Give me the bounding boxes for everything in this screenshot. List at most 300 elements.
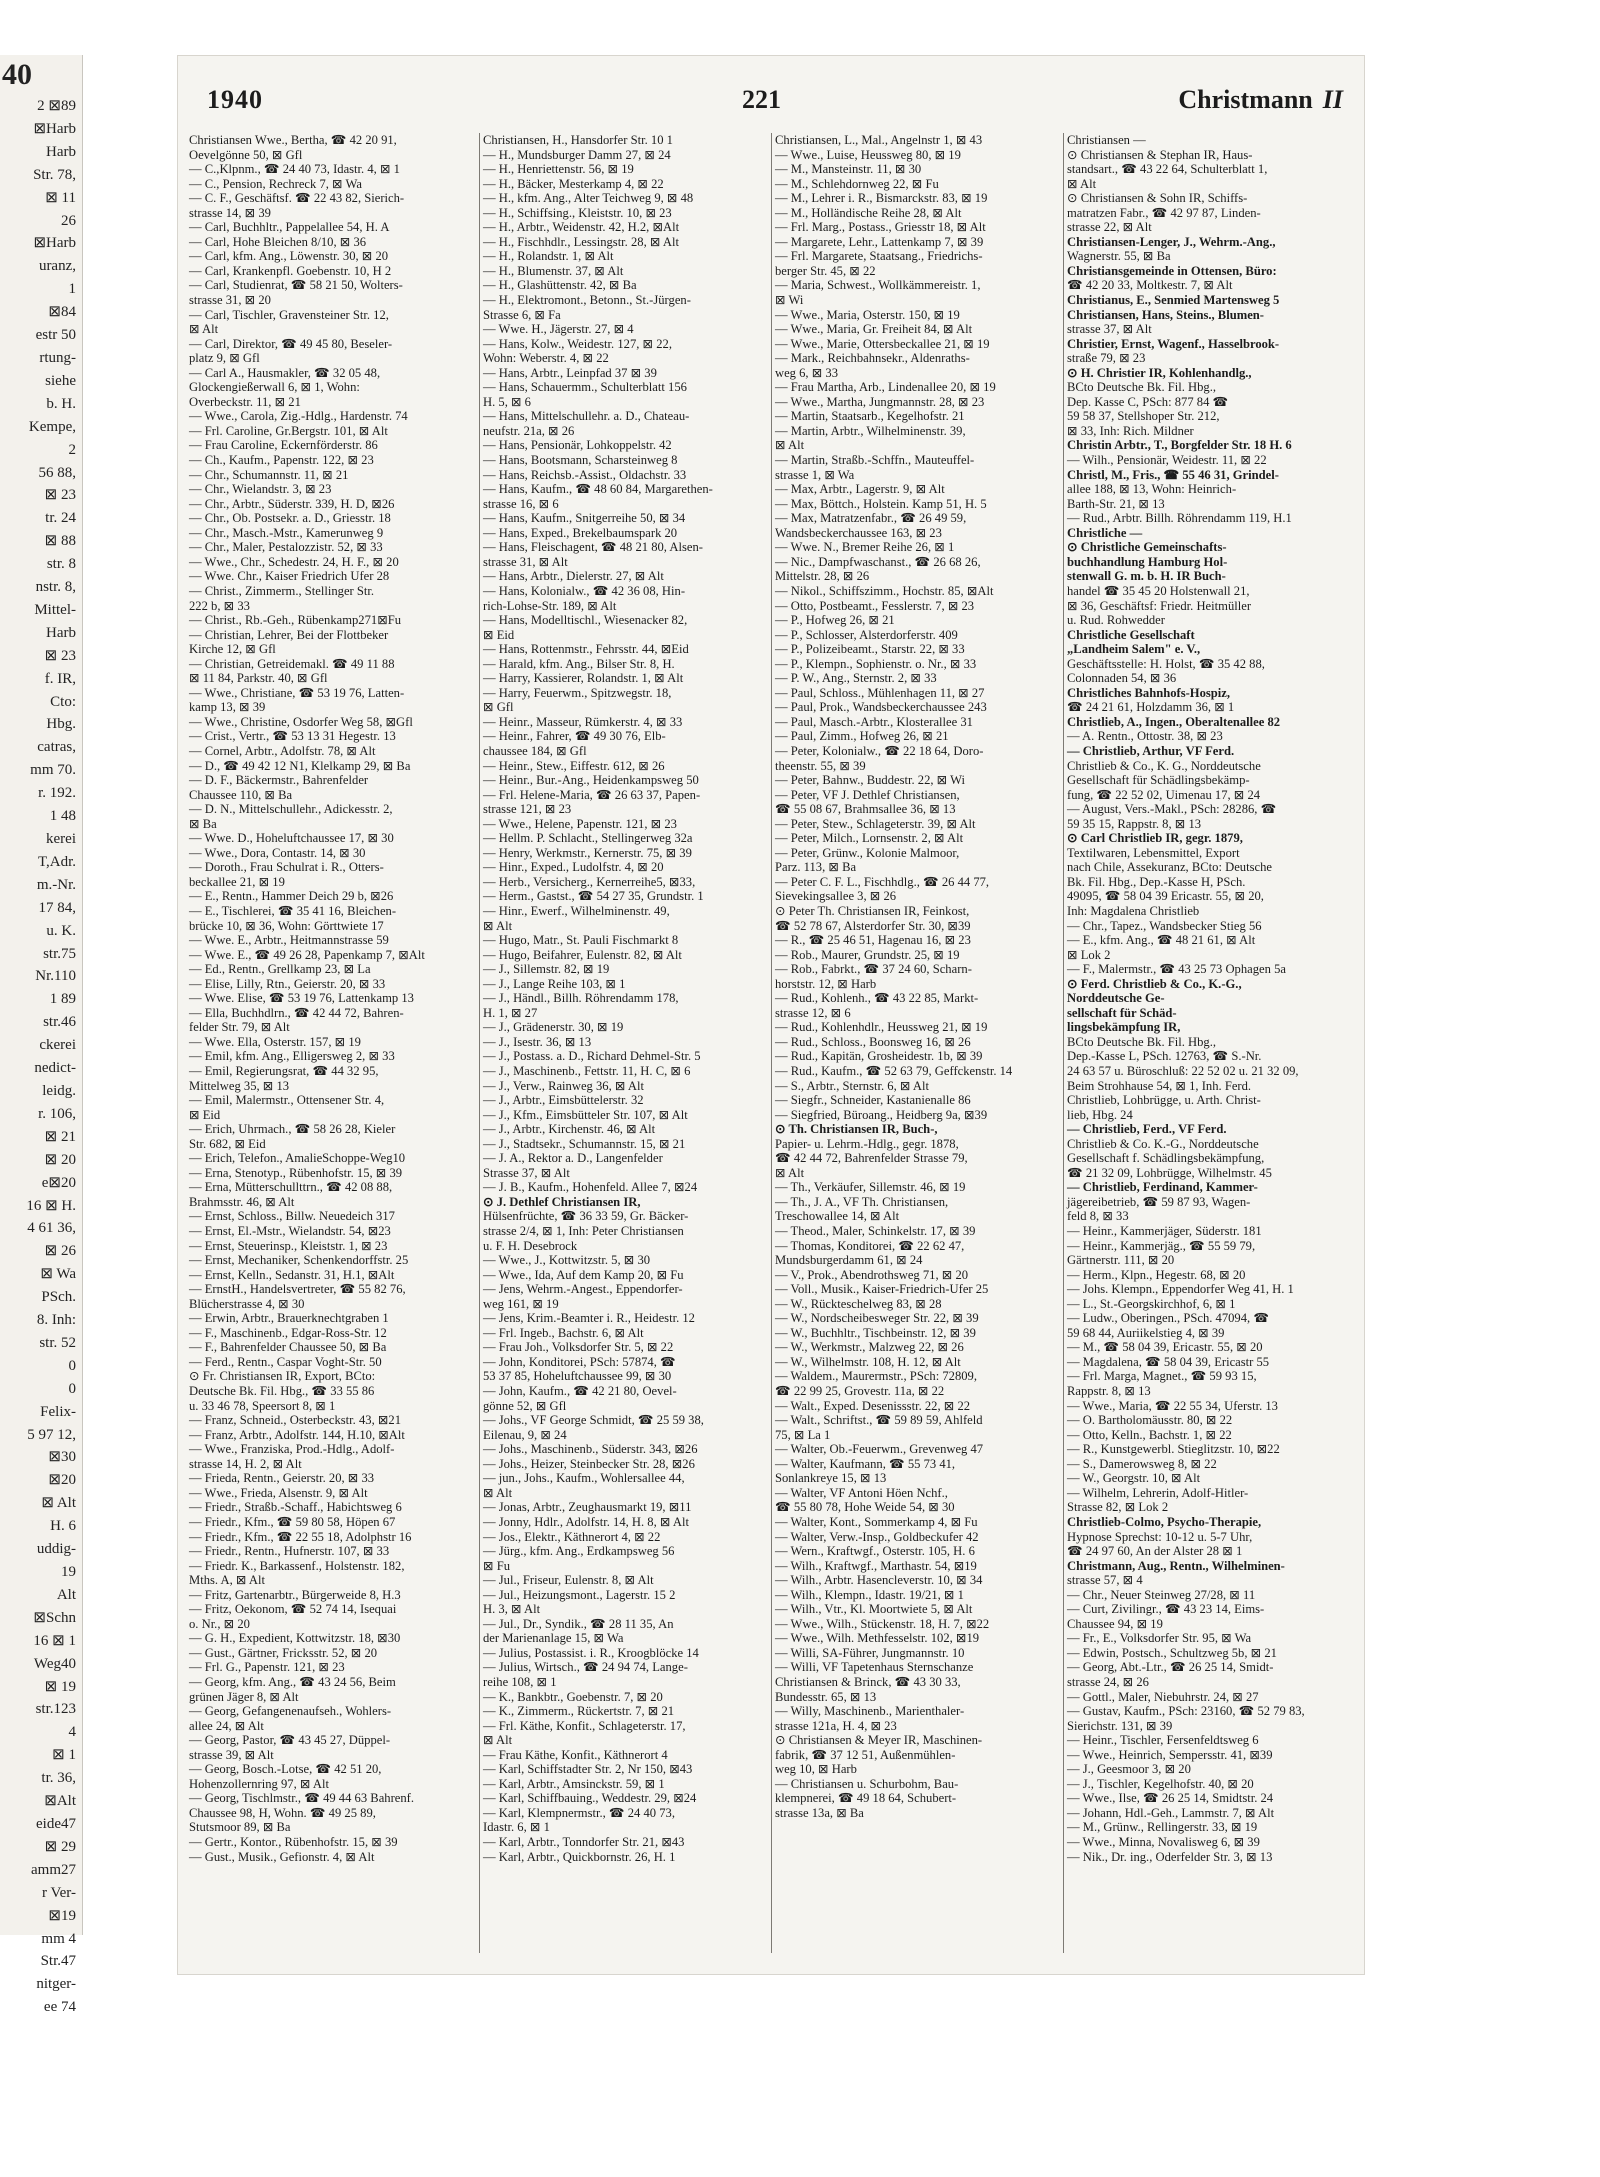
directory-entry-line: — Friedr., Straßb.-Schaff., Habichtsweg 6 [189, 1500, 402, 1515]
directory-entry-line: — Erwin, Arbtr., Brauerknechtgraben 1 [189, 1311, 389, 1326]
fragment-line: 5 97 12, [27, 1426, 76, 1443]
directory-entry-line: ⊠ 33, Inh: Rich. Mildner [1067, 423, 1194, 438]
directory-entry-line: — Walter, Ob.-Feuerwm., Grevenweg 47 [775, 1442, 984, 1457]
directory-entry-line: — D., ☎ 49 42 12 N1, Klelkamp 29, ⊠ Ba [189, 758, 411, 773]
directory-entry-line: — Voll., Musik., Kaiser-Friedrich-Ufer 25 [775, 1282, 989, 1297]
directory-entry-line: — Wwe. E., ☎ 49 26 28, Papenkamp 7, ⊠Alt [189, 947, 425, 962]
fragment-line: 2 ⊠89 [37, 98, 76, 114]
fragment-line: ⊠Harb [33, 235, 76, 252]
directory-entry-line: beckallee 21, ⊠ 19 [189, 874, 285, 889]
directory-entry-line: klempnerei, ☎ 49 18 64, Schubert- [775, 1791, 957, 1806]
directory-entry-line: weg 6, ⊠ 33 [775, 365, 839, 380]
directory-entry-line: — M., Grünw., Rellingerstr. 33, ⊠ 19 [1067, 1820, 1258, 1835]
directory-entry-line: — A. Rentn., Ottostr. 38, ⊠ 23 [1067, 729, 1223, 744]
directory-entry-line: lieb, Hbg. 24 [1067, 1107, 1133, 1122]
directory-entry-line: Treschowallee 14, ⊠ Alt [775, 1209, 900, 1224]
directory-entry-line: H. 3, ⊠ Alt [483, 1602, 541, 1617]
directory-entry-line: — Walter, Kont., Sommerkamp 4, ⊠ Fu [775, 1514, 978, 1529]
directory-entry-line: — J., Arbtr., Eimsbüttelerstr. 32 [483, 1093, 644, 1108]
directory-entry-line: — Harald, kfm. Ang., Bilser Str. 8, H. [483, 656, 675, 671]
directory-entry-line: — Wilhelm, Lehrerin, Adolf-Hitler- [1067, 1485, 1249, 1500]
directory-entry-line: — Hugo, Matr., St. Pauli Fischmarkt 8 [483, 933, 679, 948]
directory-entry-line: — Georg, Tischlmstr., ☎ 49 44 63 Bahrenf. [189, 1791, 415, 1806]
fragment-line: r Ver- [42, 1884, 76, 1901]
directory-entry-line: — Wwe., Marie, Ottersbeckallee 21, ⊠ 19 [775, 336, 990, 351]
directory-entry-line: — Thomas, Konditorei, ☎ 22 62 47, [775, 1238, 965, 1253]
directory-entry-line: Christiansen Wwe., Bertha, ☎ 42 20 91, [189, 133, 397, 147]
directory-entry-line: — Harry, Kassierer, Rolandstr. 1, ⊠ Alt [483, 671, 684, 686]
directory-entry-line: — Willi, VF Tapetenhaus Sternschanze [775, 1660, 974, 1675]
directory-entry-line: — Chr., Wielandstr. 3, ⊠ 23 [189, 482, 332, 497]
directory-entry-line: — Fritz, Gartenarbtr., Bürgerweide 8, H.3 [189, 1587, 401, 1602]
directory-entry-line: — Wern., Kraftwgf., Osterstr. 105, H. 6 [775, 1544, 975, 1559]
directory-entry-line: — Georg, Gefangenenaufseh., Wohlers- [189, 1704, 392, 1719]
directory-entry-line: — Franz, Schneid., Osterbeckstr. 43, ⊠21 [189, 1413, 402, 1428]
directory-entry-line: standsart., ☎ 43 22 64, Schulterblatt 1, [1067, 162, 1268, 177]
directory-entry-line: ⊠ Fu [483, 1558, 511, 1573]
directory-entry-line: — Emil, kfm. Ang., Elligersweg 2, ⊠ 33 [189, 1049, 395, 1064]
directory-entry-line: Colonnaden 54, ⊠ 36 [1067, 671, 1177, 686]
directory-entry-line: — J., Isestr. 36, ⊠ 13 [483, 1034, 592, 1049]
directory-entry-line: — O. Bartholomäusstr. 80, ⊠ 22 [1067, 1413, 1233, 1428]
fragment-line: nedict- [34, 1060, 76, 1077]
directory-entry-heading: Christlieb, A., Ingen., Oberaltenallee 82 [1067, 714, 1281, 729]
fragment-line: ⊠Schn [33, 1609, 76, 1626]
directory-entry-line: — H., Glashüttenstr. 42, ⊠ Ba [483, 278, 637, 293]
directory-entry-heading: lingsbekämpfung IR, [1067, 1020, 1181, 1035]
directory-entry-line: Deutsche Bk. Fil. Hbg., ☎ 33 55 86 [189, 1384, 375, 1399]
directory-entry-line: — Frl. Marg., Postass., Griesstr 18, ⊠ Alt [775, 220, 986, 235]
directory-entry-line: — Heinr., Masseur, Rümkerstr. 4, ⊠ 33 [483, 714, 683, 729]
directory-entry-line: grünen Jäger 8, ⊠ Alt [189, 1689, 299, 1704]
directory-entry-line: — Peter, Milch., Lornsenstr. 2, ⊠ Alt [775, 831, 964, 846]
directory-entry-line: — Siegfr., Schneider, Kastanienalle 86 [775, 1093, 971, 1108]
directory-entry-heading: buchhandlung Hamburg Hol- [1067, 554, 1228, 569]
directory-entry-line: — Wwe., Christine, Osdorfer Weg 58, ⊠Gfl [189, 714, 413, 729]
directory-entry-line: Hypnose Sprechst: 10-12 u. 5-7 Uhr, [1067, 1529, 1253, 1544]
directory-entry-line: u. F. H. Desebrock [483, 1238, 578, 1253]
directory-entry-line: — Wwe., Helene, Papenstr. 121, ⊠ 23 [483, 816, 677, 831]
directory-entry-line: — Heinr., Kammerjäger, Süderstr. 181 [1067, 1224, 1262, 1239]
directory-entry-line: — Ernst, Mechaniker, Schenkendorffstr. 25 [189, 1253, 409, 1268]
fragment-line: ⊠Alt [44, 1793, 76, 1810]
directory-entry-line: — Wwe., Maria, ☎ 22 55 34, Uferstr. 13 [1067, 1398, 1278, 1413]
directory-entry-line: — Jul., Dr., Syndik., ☎ 28 11 35, An [483, 1616, 674, 1631]
column-divider [479, 133, 480, 1953]
directory-entry-line: — H., Arbtr., Weidenstr. 42, H.2, ⊠Alt [483, 220, 680, 235]
directory-entry-line: — Frl. Caroline, Gr.Bergstr. 101, ⊠ Alt [189, 423, 388, 438]
directory-entry-line: — Hans, Arbtr., Dielerstr. 27, ⊠ Alt [483, 569, 664, 584]
directory-entry-line: — Hugo, Beifahrer, Eulenstr. 82, ⊠ Alt [483, 947, 682, 962]
directory-entry-heading: Christliches Bahnhofs-Hospiz, [1067, 685, 1231, 700]
fragment-line: ckerei [39, 1037, 76, 1054]
directory-entry-line: — E., Rentn., Hammer Deich 29 b, ⊠26 [189, 889, 394, 904]
fragment-line: ⊠ 29 [44, 1838, 76, 1855]
column-divider [771, 133, 772, 1953]
directory-entry-line: — Walt., Exped. Desenissstr. 22, ⊠ 22 [775, 1398, 971, 1413]
fragment-line: 1 89 [49, 991, 76, 1008]
directory-entry-line: — Ella, Buchhdlrn., ☎ 42 44 72, Bahren- [189, 1005, 404, 1020]
directory-entry-line: — Heinr., Stew., Eiffestr. 612, ⊠ 26 [483, 758, 665, 773]
directory-entry-line: — Fr., E., Volksdorfer Str. 95, ⊠ Wa [1067, 1631, 1252, 1646]
directory-entry-line: — K., Zimmerm., Rückertstr. 7, ⊠ 21 [483, 1704, 675, 1719]
directory-entry-line: — Rud., Schloss., Boonsweg 16, ⊠ 26 [775, 1034, 971, 1049]
directory-entry-line: — P., Polizeibeamt., Starstr. 22, ⊠ 33 [775, 642, 965, 657]
directory-entry-line: — Herm., Klpn., Hegestr. 68, ⊠ 20 [1067, 1267, 1246, 1282]
directory-entry-line: rich-Lohse-Str. 189, ⊠ Alt [483, 598, 617, 613]
directory-entry-line: strasse 31, ⊠ Alt [483, 554, 568, 569]
directory-entry-line: — Wwe., Chr., Schedestr. 24, H. F., ⊠ 20 [189, 554, 399, 569]
directory-entry-line: — Wwe., Heinrich, Sempersstr. 41, ⊠39 [1067, 1747, 1273, 1762]
directory-entry-line: — Carl, Hohe Bleichen 8/10, ⊠ 36 [189, 234, 367, 249]
directory-entry-line: Stutsmoor 89, ⊠ Ba [189, 1820, 291, 1835]
directory-entry-line: ⊠ Eid [483, 627, 515, 642]
directory-entry-line: straße 79, ⊠ 23 [1067, 351, 1146, 366]
directory-entry-line: 53 37 85, Hoheluftchaussee 99, ⊠ 30 [483, 1369, 672, 1384]
fragment-line: H. 6 [50, 1518, 76, 1535]
directory-entry-line: — Peter, Kolonialw., ☎ 22 18 64, Doro- [775, 743, 984, 758]
directory-entry-line: neufstr. 21a, ⊠ 26 [483, 423, 575, 438]
fragment-line: 4 [68, 1724, 76, 1741]
directory-entry-line: feld 8, ⊠ 33 [1067, 1209, 1129, 1224]
directory-entry-line: — R., ☎ 25 46 51, Hagenau 16, ⊠ 23 [775, 933, 971, 948]
directory-entry-line: — Harry, Feuerwm., Spitzwegstr. 18, [483, 685, 672, 700]
directory-entry-heading: — Christlieb, Arthur, VF Ferd. [1067, 743, 1235, 758]
directory-entry-line: ⊠ Alt [483, 1485, 513, 1500]
directory-entry-line: — Karl, Arbtr., Quickbornstr. 26, H. 1 [483, 1849, 676, 1864]
directory-entry-line: u. Rud. Rohwedder [1067, 613, 1165, 628]
fragment-line: b. H. [46, 395, 76, 412]
directory-entry-line: — Ernst, Steuerinsp., Kleiststr. 1, ⊠ 23 [189, 1238, 388, 1253]
directory-entry-line: — Nikol., Schiffszimm., Hochstr. 85, ⊠Alt [775, 583, 994, 598]
fragment-line: 26 [61, 212, 76, 229]
directory-entry-line: — Gust., Gärtner, Fricksstr. 52, ⊠ 20 [189, 1645, 378, 1660]
directory-entry-line: ⊙ Christiansen & Stephan IR, Haus- [1067, 147, 1253, 162]
directory-entry-heading: Christliche Gesellschaft [1067, 627, 1195, 642]
directory-entry-line: Wohn: Weberstr. 4, ⊠ 22 [483, 351, 609, 366]
directory-entry-line: ⊠ Alt [1067, 176, 1097, 191]
directory-entry-line: Sievekingsallee 3, ⊠ 26 [775, 889, 897, 904]
directory-entry-line: Str. 682, ⊠ Eid [189, 1136, 266, 1151]
directory-entry-line: — Karl, Klempnermstr., ☎ 24 40 73, [483, 1805, 675, 1820]
directory-entry-line: — Th., J. A., VF Th. Christiansen, [775, 1194, 949, 1209]
directory-entry-line: — Hans, Kaufm., Snitgerreihe 50, ⊠ 34 [483, 511, 686, 526]
directory-entry-line: Bundesstr. 65, ⊠ 13 [775, 1689, 877, 1704]
directory-entry-line: — Wwe., Martha, Jungmannstr. 28, ⊠ 23 [775, 394, 985, 409]
fragment-line: ⊠ 19 [44, 1678, 76, 1695]
directory-entry-line: strasse 1, ⊠ Wa [775, 467, 855, 482]
directory-entry-line: ⊙ Christiansen & Sohn IR, Schiffs- [1067, 191, 1248, 206]
directory-entry-heading: Norddeutsche Ge- [1067, 991, 1165, 1006]
directory-entry-line: — Emil, Malermstr., Ottensener Str. 4, [189, 1093, 385, 1108]
directory-entry-line: — Doroth., Frau Schulrat i. R., Otters- [189, 860, 384, 875]
directory-entry-line: Barth-Str. 21, ⊠ 13 [1067, 496, 1165, 511]
directory-entry-line: — Frau Joh., Volksdorfer Str. 5, ⊠ 22 [483, 1340, 674, 1355]
directory-entry-line: — Walter, Verw.-Insp., Goldbeckufer 42 [775, 1529, 979, 1544]
directory-entry-line: — Hans, Pensionär, Lohkoppelstr. 42 [483, 438, 672, 453]
fragment-line: Mittel- [34, 601, 76, 618]
directory-entry-line: — C.,Klpnm., ☎ 24 40 73, Idastr. 4, ⊠ 1 [189, 162, 400, 177]
directory-entry-line: Hülsenfrüchte, ☎ 36 33 59, Gr. Bäcker- [483, 1209, 689, 1224]
fragment-line: kerei [46, 831, 76, 847]
fragment-line: leidg. [42, 1082, 76, 1099]
fragment-line: amm27 [31, 1861, 76, 1878]
directory-entry-line: handel ☎ 35 45 20 Holstenwall 21, [1067, 583, 1250, 598]
directory-entry-line: strasse 22, ⊠ Alt [1067, 220, 1152, 235]
directory-entry-line: — Waldem., Maurermstr., PSch: 72809, [775, 1369, 977, 1384]
fragment-line: ⊠ 20 [44, 1151, 76, 1168]
directory-entry-line: — Frl. Margarete, Staatsang., Friedrichs- [775, 249, 983, 264]
fragment-line: ⊠ 88 [44, 533, 76, 550]
directory-entry-line: — Hans, Fleischagent, ☎ 48 21 80, Alsen- [483, 540, 703, 555]
directory-entry-line: — Ch., Kaufm., Papenstr. 122, ⊠ 23 [189, 453, 374, 468]
directory-entry-line: berger Str. 45, ⊠ 22 [775, 263, 876, 278]
directory-entry-line: — Willy, Maschinenb., Marienthaler- [775, 1704, 965, 1719]
directory-entry-line: — Hans, Mittelschullehr. a. D., Chateau- [483, 409, 690, 424]
directory-entry-line: Rappstr. 8, ⊠ 13 [1067, 1384, 1151, 1399]
directory-entry-line: weg 10, ⊠ Harb [775, 1762, 857, 1777]
directory-entry-line: — Carl, Studienrat, ☎ 58 21 50, Wolters- [189, 278, 403, 293]
directory-entry-line: — Wwe. Ella, Osterstr. 157, ⊠ 19 [189, 1034, 361, 1049]
directory-entry-line: — Georg, Bosch.-Lotse, ☎ 42 51 20, [189, 1762, 382, 1777]
directory-entry-line: 59 58 37, Stellshoper Str. 212, [1067, 409, 1220, 424]
directory-entry-line: felder Str. 79, ⊠ Alt [189, 1020, 290, 1035]
directory-entry-line: ☎ 24 97 60, An der Alster 28 ⊠ 1 [1067, 1544, 1243, 1559]
directory-entry-heading: ⊙ Th. Christiansen IR, Buch-, [775, 1122, 938, 1137]
directory-entry-line: — Hans, Modelltischl., Wiesenacker 82, [483, 613, 688, 628]
directory-entry-line: Christiansen — [1067, 133, 1146, 147]
directory-entry-line: Textilwaren, Lebensmittel, Export [1067, 845, 1240, 860]
directory-entry-line: ⊠ Alt [775, 438, 805, 453]
directory-entry-line: — Max, Böttch., Holstein. Kamp 51, H. 5 [775, 496, 987, 511]
directory-entry-line: — J., Tischler, Kegelhofstr. 40, ⊠ 20 [1067, 1776, 1254, 1791]
directory-entry-line: Chaussee 98, H, Wohn. ☎ 49 25 89, [189, 1805, 376, 1820]
directory-entry-heading: Christl, M., Fris., ☎ 55 46 31, Grindel- [1067, 467, 1279, 482]
directory-entry-line: — ErnstH., Handelsvertreter, ☎ 55 82 76, [189, 1282, 406, 1297]
directory-entry-line: — Franz, Arbtr., Adolfstr. 144, H.10, ⊠Alt [189, 1427, 405, 1442]
directory-entry-line: — Wwe. Elise, ☎ 53 19 76, Lattenkamp 13 [189, 991, 414, 1006]
fragment-line: 56 88, [38, 464, 76, 481]
directory-entry-line: — Hinr., Ewerf., Wilhelminenstr. 49, [483, 903, 670, 918]
directory-entry-line: ☎ 21 32 09, Lohbrügge, Wilhelmstr. 45 [1067, 1165, 1272, 1180]
directory-entry-line: Brahmsstr. 46, ⊠ Alt [189, 1194, 295, 1209]
directory-entry-line: — H., Schiffsing., Kleiststr. 10, ⊠ 23 [483, 205, 672, 220]
directory-entry-line: — Jonny, Hdlr., Adolfstr. 14, H. 8, ⊠ Alt [483, 1514, 689, 1529]
directory-entry-line: — Christian, Getreidemakl. ☎ 49 11 88 [189, 656, 395, 671]
directory-entry-line: Strasse 6, ⊠ Fa [483, 307, 561, 322]
fragment-line: Harb [46, 624, 76, 641]
directory-entry-line: — J. A., Rektor a. D., Langenfelder [483, 1151, 663, 1166]
directory-entry-line: — Gustav, Kaufm., PSch: 23160, ☎ 52 79 83, [1067, 1704, 1305, 1719]
fragment-line: ⊠ 23 [44, 487, 76, 504]
directory-entry-line: — W., Buchhltr., Tischbeinstr. 12, ⊠ 39 [775, 1325, 976, 1340]
directory-entry-line: — Wwe., Ida, Auf dem Kamp 20, ⊠ Fu [483, 1267, 684, 1282]
directory-entry-line: Mundsburgerdamm 61, ⊠ 24 [775, 1253, 923, 1268]
directory-entry-line: — Cornel, Arbtr., Adolfstr. 78, ⊠ Alt [189, 743, 376, 758]
directory-entry-line: Geschäftsstelle: H. Holst, ☎ 35 42 88, [1067, 656, 1265, 671]
directory-entry-line: — Frau Martha, Arb., Lindenallee 20, ⊠ 19 [775, 380, 996, 395]
directory-entry-line: brücke 10, ⊠ 36, Wohn: Görttwiete 17 [189, 918, 384, 933]
directory-entry-line: — Julius, Wirtsch., ☎ 24 94 74, Lange- [483, 1660, 688, 1675]
fragment-line: tr. 36, [41, 1770, 76, 1787]
directory-entry-line: — Peter, Grünw., Kolonie Malmoor, [775, 845, 960, 860]
directory-entry-line: — Wilh., Arbtr. Hasencleverstr. 10, ⊠ 34 [775, 1573, 983, 1588]
directory-entry-line: — P., Klempn., Sophienstr. o. Nr., ⊠ 33 [775, 656, 977, 671]
directory-entry-line: — Hans, Kaufm., ☎ 48 60 84, Margarethen- [483, 482, 713, 497]
directory-entry-line: — Wwe. E., Arbtr., Heitmannstrasse 59 [189, 933, 389, 948]
directory-entry-line: ☎ 55 08 67, Brahmsallee 36, ⊠ 13 [775, 802, 956, 817]
fragment-line: f. IR, [44, 670, 76, 687]
directory-entry-line: Hohenzollernring 97, ⊠ Alt [189, 1776, 329, 1791]
directory-entry-heading: „Landheim Salem" e. V., [1067, 642, 1201, 657]
directory-entry-line: — H., Rolandstr. 1, ⊠ Alt [483, 249, 614, 264]
directory-entry-line: — Siegfried, Büroang., Heidberg 9a, ⊠39 [775, 1107, 988, 1122]
directory-entry-line: Christiansen, H., Hansdorfer Str. 10 1 [483, 133, 673, 147]
directory-entry-line: — G. H., Expedient, Kottwitzstr. 18, ⊠30 [189, 1631, 401, 1646]
directory-entry-line: — M., Holländische Reihe 28, ⊠ Alt [775, 205, 962, 220]
directory-entry-line: Kirche 12, ⊠ Gfl [189, 642, 276, 657]
directory-entry-line: — Carl, Direktor, ☎ 49 45 80, Beseler- [189, 336, 393, 351]
directory-entry-line: Idastr. 6, ⊠ 1 [483, 1820, 550, 1835]
directory-entry-line: — Hinr., Exped., Ludolfstr. 4, ⊠ 20 [483, 860, 664, 875]
fragment-line: ⊠20 [48, 1472, 76, 1489]
directory-entry-line: ☎ 55 80 78, Hohe Weide 54, ⊠ 30 [775, 1500, 955, 1515]
directory-entry-line: 49095, ☎ 58 04 39 Ericastr. 55, ⊠ 20, [1067, 889, 1264, 904]
directory-entry-line: — Ludw., Oberingen., PSch. 47094, ☎ [1067, 1311, 1270, 1326]
directory-entry-line: Papier- u. Lehrm.-Hdlg., gegr. 1878, [775, 1136, 959, 1151]
directory-entry-line: — Wilh., Vtr., Kl. Moortwiete 5, ⊠ Alt [775, 1602, 973, 1617]
directory-entry-line: — Henry, Werkmstr., Kernerstr. 75, ⊠ 39 [483, 845, 692, 860]
directory-entry-line: Parz. 113, ⊠ Ba [775, 860, 857, 875]
directory-entry-line: Christiansen & Brinck, ☎ 43 30 33, [775, 1674, 961, 1689]
directory-entry-line: — August, Vers.-Makl., PSch: 28286, ☎ [1067, 802, 1277, 817]
directory-entry-line: — Johs., Heizer, Steinbecker Str. 28, ⊠26 [483, 1456, 695, 1471]
fragment-line: mm 4 [41, 1930, 76, 1947]
directory-entry-line: — S., Arbtr., Sternstr. 6, ⊠ Alt [775, 1078, 929, 1093]
directory-entry-line: fung, ☎ 22 52 02, Uimenau 17, ⊠ 24 [1067, 787, 1261, 802]
directory-entry-line: strasse 2/4, ⊠ 1, Inh: Peter Christiansen [483, 1224, 684, 1239]
directory-entry-line: — H., Elektromont., Betonn., St.-Jürgen- [483, 293, 691, 308]
fragment-line: nstr. 8, [35, 579, 76, 596]
directory-entry-line: — Rud., Kohlenh., ☎ 43 22 85, Markt- [775, 991, 979, 1006]
directory-entry-line: Chaussee 94, ⊠ 19 [1067, 1616, 1163, 1631]
directory-entry-line: Chaussee 110, ⊠ Ba [189, 787, 293, 802]
directory-entry-line: — P. W., Ang., Sternstr. 2, ⊠ 33 [775, 671, 937, 686]
directory-entry-line: — J., Händl., Billh. Röhrendamm 178, [483, 991, 679, 1006]
directory-column-2 [483, 133, 771, 1963]
directory-entry-line: Christlieb & Co. K.-G., Norddeutsche [1067, 1136, 1259, 1151]
directory-entry-line: — Chr., Ob. Postsekr. a. D., Griesstr. 18 [189, 511, 391, 526]
directory-entry-line: — Karl, Arbtr., Amsinckstr. 59, ⊠ 1 [483, 1776, 665, 1791]
directory-entry-line: — Willi, SA-Führer, Jungmannstr. 10 [775, 1645, 965, 1660]
directory-entry-line: Gesellschaft für Schädlingsbekämp- [1067, 773, 1250, 788]
directory-entry-line: — John, Konditorei, PSch: 57874, ☎ [483, 1354, 676, 1369]
directory-entry-line: — W., Georgstr. 10, ⊠ Alt [1067, 1471, 1201, 1486]
directory-entry-line: — J., Geesmoor 3, ⊠ 20 [1067, 1762, 1191, 1777]
directory-entry-heading: — Christlieb, Ferd., VF Ferd. [1067, 1122, 1227, 1137]
directory-entry-line: — Rud., Kapitän, Grosheidestr. 1b, ⊠ 39 [775, 1049, 983, 1064]
directory-entry-line: — H., Bäcker, Mesterkamp 4, ⊠ 22 [483, 176, 664, 191]
directory-entry-line: Strasse 37, ⊠ Alt [483, 1165, 570, 1180]
directory-entry-line: — Julius, Postassist. i. R., Kroogblöcke 14 [483, 1645, 699, 1660]
directory-entry-line: — C. F., Geschäftsf. ☎ 22 43 82, Sierich- [189, 191, 405, 206]
header-year: 1940 [207, 85, 263, 114]
directory-entry-line: — Paul, Masch.-Arbtr., Klosterallee 31 [775, 714, 973, 729]
directory-entry-line: — Frl. G., Papenstr. 121, ⊠ 23 [189, 1660, 345, 1675]
directory-entry-heading: stenwall G. m. b. H. IR Buch- [1067, 569, 1226, 584]
fragment-line: 0 [68, 1357, 76, 1374]
directory-entry-line: platz 9, ⊠ Gfl [189, 351, 260, 366]
directory-entry-line: — Georg, Abt.-Ltr., ☎ 26 25 14, Smidt- [1067, 1660, 1274, 1675]
directory-entry-line: — Peter C. F. L., Fischhdlg., ☎ 26 44 77, [775, 874, 990, 889]
directory-entry-line: Mittelweg 35, ⊠ 13 [189, 1078, 290, 1093]
fragment-line: Felix- [40, 1403, 76, 1420]
directory-entry-line: strasse 57, ⊠ 4 [1067, 1573, 1143, 1588]
fragment-line: ⊠Harb [33, 120, 76, 137]
directory-entry-line: — C., Pension, Rechreck 7, ⊠ Wa [189, 176, 362, 191]
directory-entry-heading: sellschaft für Schäd- [1067, 1005, 1177, 1020]
directory-entry-line: — Max, Arbtr., Lagerstr. 9, ⊠ Alt [775, 482, 945, 497]
directory-entry-line: — M., Schlehdornweg 22, ⊠ Fu [775, 176, 939, 191]
fragment-line: nitger- [36, 1976, 76, 1993]
fragment-line: Alt [56, 1586, 76, 1603]
fragment-line: 16 ⊠ 1 [33, 1632, 76, 1649]
directory-entry-line: — Edwin, Postsch., Schultzweg 5b, ⊠ 21 [1067, 1645, 1277, 1660]
directory-entry-line: — Wwe., Frieda, Alsenstr. 9, ⊠ Alt [189, 1485, 368, 1500]
fragment-line: siehe [45, 372, 76, 389]
directory-entry-line: Christlieb, Lohbrügge, u. Arth. Christ- [1067, 1093, 1261, 1108]
directory-entry-line: — Karl, Schiffbauing., Weddestr. 29, ⊠24 [483, 1791, 697, 1806]
directory-entry-line: — Elise, Lilly, Rtn., Geierstr. 20, ⊠ 33 [189, 976, 386, 991]
fragment-line: 4 61 36, [27, 1220, 76, 1237]
directory-entry-line: Sierichstr. 131, ⊠ 39 [1067, 1718, 1173, 1733]
fragment-line: 0 [68, 1380, 76, 1397]
directory-entry-line: — F., Bahrenfelder Chaussee 50, ⊠ Ba [189, 1340, 387, 1355]
directory-entry-line: 59 35 15, Rappstr. 8, ⊠ 13 [1067, 816, 1202, 831]
directory-entry-line: — J., Arbtr., Kirchenstr. 46, ⊠ Alt [483, 1122, 656, 1137]
directory-entry-line: — Jos., Elektr., Käthnerort 4, ⊠ 22 [483, 1529, 661, 1544]
directory-entry-line: — K., Bankbtr., Goebenstr. 7, ⊠ 20 [483, 1689, 663, 1704]
fragment-line: ⊠ Wa [40, 1266, 76, 1283]
fragment-line: ⊠ 1 [52, 1747, 76, 1764]
directory-entry-heading: ⊙ H. Christier IR, Kohlenhandlg., [1067, 365, 1252, 380]
directory-entry-line: — Mark., Reichbahnsekr., Aldenraths- [775, 351, 970, 366]
directory-entry-line: Dep. Kasse C, PSch: 877 84 ☎ [1067, 394, 1229, 409]
directory-entry-line: — Erna, Mütterschullttrn., ☎ 42 08 88, [189, 1180, 393, 1195]
directory-entry-line: — Wwe., Minna, Novalisweg 6, ⊠ 39 [1067, 1834, 1260, 1849]
directory-entry-line: — Wwe., Dora, Contastr. 14, ⊠ 30 [189, 845, 366, 860]
fragment-line: 2 [68, 441, 76, 458]
directory-entry-line: — J., Stadtsekr., Schumannstr. 15, ⊠ 21 [483, 1136, 686, 1151]
directory-entry-line: Blücherstrasse 4, ⊠ 30 [189, 1296, 305, 1311]
directory-entry-line: Inh: Magdalena Christlieb [1067, 903, 1200, 918]
fragment-line: 17 84, [38, 899, 76, 916]
directory-entry-line: ⊠ Alt [189, 322, 219, 337]
directory-entry-line: — E., kfm. Ang., ☎ 48 21 61, ⊠ Alt [1067, 933, 1256, 948]
directory-entry-line: — Fritz, Oekonom, ☎ 52 74 14, Isequai [189, 1602, 397, 1617]
directory-entry-line: — Wilh., Pensionär, Weidestr. 11, ⊠ 22 [1067, 453, 1267, 468]
directory-entry-line: — Martin, Straßb.-Schffn., Mauteuffel- [775, 453, 975, 468]
directory-entry-line: — Johs., VF George Schmidt, ☎ 25 59 38, [483, 1413, 704, 1428]
directory-entry-heading: Christiansen-Lenger, J., Wehrm.-Ang., [1067, 234, 1276, 249]
directory-entry-line: ⊠ Alt [483, 918, 513, 933]
directory-entry-line: Dep.-Kasse L, PSch. 12763, ☎ S.-Nr. [1067, 1049, 1262, 1064]
directory-entry-line: — W., Wilhelmstr. 108, H. 12, ⊠ Alt [775, 1354, 961, 1369]
directory-entry-line: — P., Schlosser, Alsterdorferstr. 409 [775, 627, 958, 642]
fragment-line: r. 192. [38, 785, 76, 802]
directory-entry-line: — Gertr., Kontor., Rübenhofstr. 15, ⊠ 39 [189, 1834, 398, 1849]
fragment-line: ⊠ 26 [44, 1243, 76, 1260]
